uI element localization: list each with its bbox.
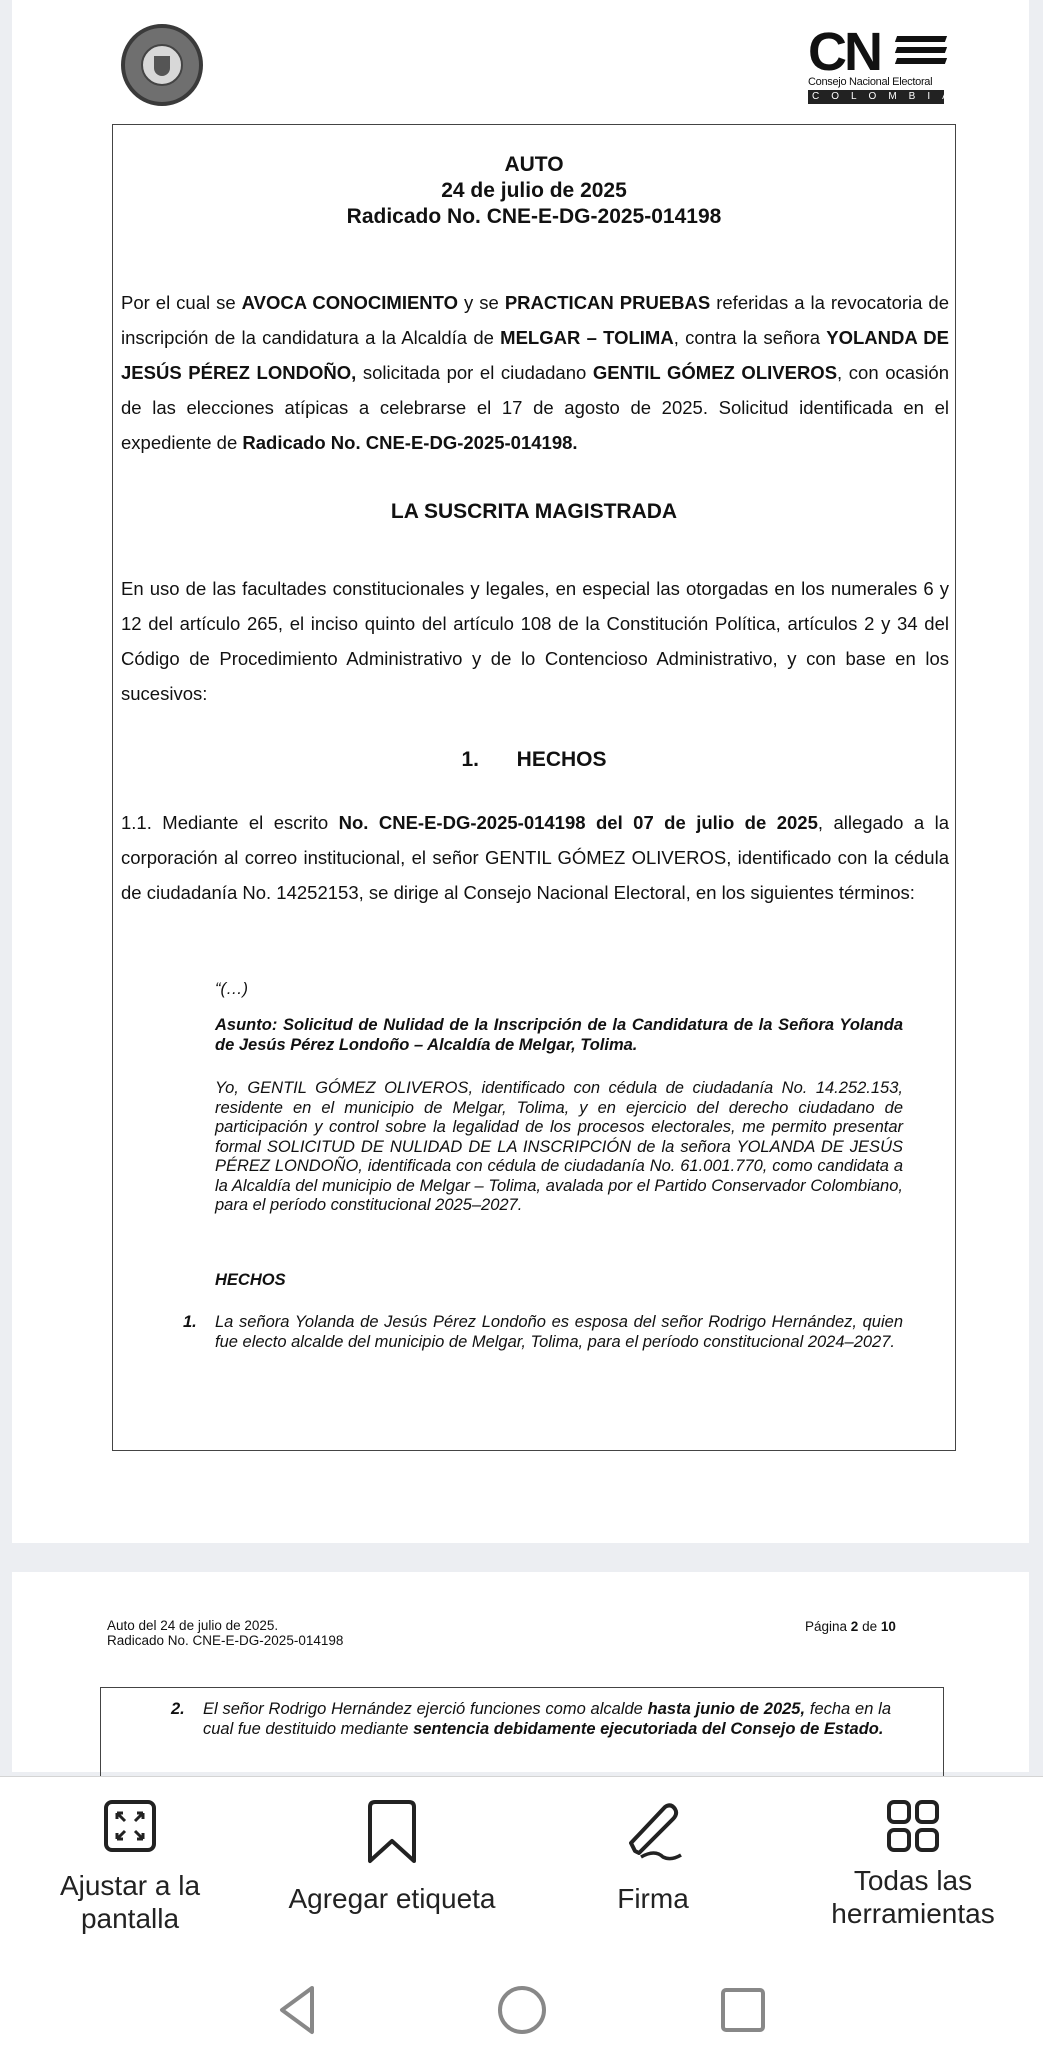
page-number: Página 2 de 10 [805,1619,896,1634]
text-segment: AVOCA CONOCIMIENTO [241,292,459,313]
quote-open: “(…) [215,980,248,998]
signature-label: Firma [617,1883,689,1914]
colombia-seal-logo [121,24,203,106]
text-segment: , contra la señora [673,327,827,348]
text-segment: PRACTICAN PRUEBAS [504,292,711,313]
quote-item-1-number: 1. [183,1313,197,1331]
nav-back-button[interactable] [268,1980,328,2040]
cne-logo-letters: CN [808,22,880,82]
page-current: 2 [850,1619,859,1634]
document-page-1 [12,0,1029,1543]
text-segment: sentencia debidamente ejecutoriada del Consejo de Estado. [413,1719,884,1738]
recents-icon [713,1980,773,2040]
text-segment: referidas a la revocatoria de inscripción de la candidatura a la Alcaldía de [121,292,949,348]
page2-frame [100,1687,944,1787]
text-segment: MELGAR – TOLIMA [500,327,674,348]
doc-radicado: Radicado No. CNE-E-DG-2025-014198 [346,205,722,228]
bottom-toolbar [0,1776,1043,1967]
section-number: 1. [461,748,479,771]
text-segment: , allegado a la corporación al correo institucional, el señor GENTIL GÓMEZ OLIVEROS, identificado con la cédula de ciudadanía No. 14252153, se dirige al Consejo Nacional Electoral, en los siguientes términos: [121,812,949,903]
text-segment: Radicado No. CNE-E-DG-2025-014198. [242,432,578,453]
home-icon [492,1980,552,2040]
doc-date: 24 de julio de 2025 [441,179,627,202]
back-icon [268,1980,328,2040]
text-segment: y se [458,292,505,313]
system-nav-bar [0,1966,1043,2048]
cne-logo-country: COLOMBIA [808,90,944,104]
cne-logo-subtitle: Consejo Nacional Electoral [808,76,933,88]
quote-heading: HECHOS [215,1271,286,1289]
signature-pen-icon [621,1799,685,1863]
fact-1-1-paragraph [121,805,949,910]
document-frame [112,124,956,1451]
text-segment: hasta junio de 2025, [647,1700,806,1718]
quote-subject: Asunto: Solicitud de Nulidad de la Inscripción de la Candidatura de la Señora Yolanda de Jesús Pérez Londoño – Alcaldía de Melgar, Tolima. [215,1016,903,1054]
fit-screen-label-line2: pantalla [80,1903,180,1934]
text-segment: El señor Rodrigo Hernández ejerció funciones como alcalde [203,1700,648,1718]
fit-screen-icon [103,1799,157,1853]
quote-body: Yo, GENTIL GÓMEZ OLIVEROS, identificado con cédula de ciudadanía No. 14.252.153, residente en el municipio de Melgar, Tolima, y en ejercicio del derecho ciudadano de participación y control sobre la legalidad de los procesos electorales, me permito presentar formal SOLICITUD DE NULIDAD DE LA INSCRIPCIÓN de la señora YOLANDA DE JESÚS PÉREZ LONDOÑO, identificada con cédula de ciudadanía No. 61.001.770, como candidata a la Alcaldía del municipio de Melgar – Tolima, avalada por el Partido Conservador Colombiano, para el período constitucional 2025–2027. [215,1079,903,1214]
fit-screen-button[interactable] [30,1777,230,1967]
grid-tools-icon [886,1799,940,1853]
quote-item-2 [203,1700,891,1739]
section-heading [113,748,955,772]
section-title: HECHOS [516,748,607,771]
signature-button[interactable] [573,1777,733,1967]
add-tag-button[interactable] [262,1777,522,1967]
page2-footer-line2: Radicado No. CNE-E-DG-2025-014198 [107,1633,344,1648]
nav-recents-button[interactable] [713,1980,773,2040]
cne-logo [808,22,961,104]
document-page-2 [12,1572,1029,1772]
authority-heading: LA SUSCRITA MAGISTRADA [390,500,678,523]
all-tools-button[interactable] [798,1777,1028,1967]
text-segment: solicitada por el ciudadano [356,362,593,383]
text-segment: 1.1. Mediante el escrito [121,812,339,833]
text-segment: fecha en la cual fue destituido mediante [203,1700,892,1738]
text-segment: , con ocasión de las elecciones atípicas a celebrarse el 17 de agosto de 2025. Solicitud identificada en el expediente de [121,362,949,453]
page2-footer-line1: Auto del 24 de julio de 2025. [107,1618,279,1633]
bookmark-icon [366,1799,418,1865]
quote-item-1: La señora Yolanda de Jesús Pérez Londoño es esposa del señor Rodrigo Hernández, quien fue electo alcalde del municipio de Melgar, Tolima, para el período constitucional 2024–2027. [215,1313,903,1351]
text-segment: No. CNE-E-DG-2025-014198 del 07 de julio de 2025 [338,812,818,833]
doc-title: AUTO [504,153,564,176]
all-tools-label-line2: herramientas [831,1898,995,1929]
page-total: 10 [880,1619,896,1634]
nav-home-button[interactable] [492,1980,552,2040]
all-tools-label-line1: Todas las [853,1865,973,1896]
text-segment: YOLANDA DE JESÚS PÉREZ LONDOÑO, [121,327,949,383]
fit-screen-label-line1: Ajustar a la [59,1870,201,1901]
basis-paragraph: En uso de las facultades constitucionales y legales, en especial las otorgadas en los numerales 6 y 12 del artículo 265, el inciso quinto del artículo 108 de la Constitución Política, artículos 2 y 34 del Código de Procedimiento Administrativo y de lo Contencioso Administrativo, y con base en los sucesivos: [121,578,949,704]
intro-paragraph [121,285,949,460]
add-tag-label: Agregar etiqueta [288,1883,496,1914]
text-segment: GENTIL GÓMEZ OLIVEROS [592,362,838,383]
quote-item-2-number: 2. [171,1700,185,1718]
text-segment: Por el cual se [121,292,242,313]
